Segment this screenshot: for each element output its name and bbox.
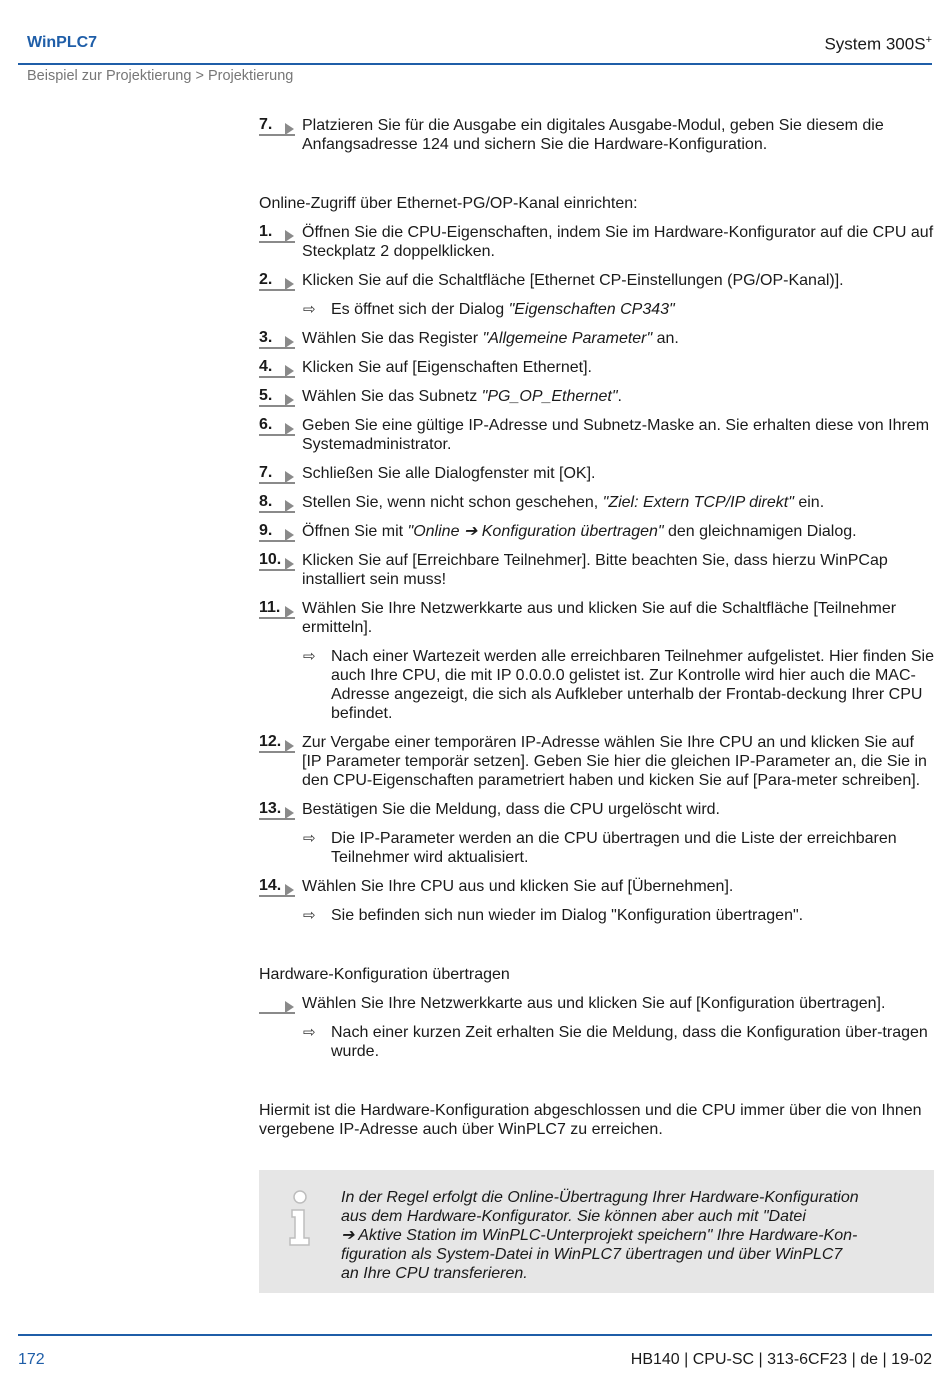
step-7 bbox=[259, 464, 934, 483]
info-note bbox=[259, 1170, 934, 1293]
step-number: 13. bbox=[259, 800, 295, 820]
step-number: 10. bbox=[259, 551, 295, 571]
note-line: aus dem Hardware-Konfigurator. Sie können aber auch mit "Datei bbox=[341, 1208, 806, 1225]
step-5 bbox=[259, 387, 934, 406]
step-text: Geben Sie eine gültige IP-Adresse und Subnetz-Maske an. Sie erhalten diese von Ihrem Systemadministrator. bbox=[302, 417, 930, 453]
step-text: Wählen Sie das Subnetz bbox=[302, 388, 482, 405]
page-number: 172 bbox=[18, 1351, 45, 1368]
step-arrow-icon bbox=[285, 394, 294, 406]
step-text-end: . bbox=[617, 388, 622, 405]
step-number: 9. bbox=[259, 522, 295, 542]
spacer bbox=[259, 164, 934, 194]
section-heading-2: Hardware-Konfiguration übertragen bbox=[259, 966, 510, 983]
note-line: an Ihre CPU transferieren. bbox=[341, 1265, 528, 1282]
system-title bbox=[824, 34, 932, 55]
step-arrow-icon bbox=[285, 278, 294, 290]
step-arrow-icon bbox=[285, 423, 294, 435]
note-line: In der Regel erfolgt die Online-Übertragung Ihrer Hardware-Konfiguration bbox=[341, 1189, 859, 1206]
step-text: Klicken Sie auf die Schaltfläche [Ethernet CP-Einstellungen (PG/OP-Kanal)]. bbox=[302, 272, 844, 289]
result-2 bbox=[259, 300, 934, 319]
step-emphasis: "Allgemeine Parameter" bbox=[482, 330, 653, 347]
header-divider bbox=[18, 63, 932, 65]
result-14 bbox=[259, 906, 934, 925]
result-text: Nach einer Wartezeit werden alle erreichbaren Teilnehmer aufgelistet. Hier finden Sie auch Ihre CPU, die mit IP 0.0.0.0 gelistet ist. Zur Kontrolle wird hier auch die MAC-Adresse angezeigt, die sich als Aufkleber unterhalb der Frontab-deckung Ihrer CPU befindet. bbox=[331, 648, 934, 722]
step-arrow-icon bbox=[285, 230, 294, 242]
step-number: 3. bbox=[259, 329, 295, 349]
step-text: Bestätigen Sie die Meldung, dass die CPU urgelöscht wird. bbox=[302, 801, 720, 818]
step-arrow-icon bbox=[285, 884, 294, 896]
step-3 bbox=[259, 329, 934, 348]
spacer bbox=[259, 1071, 934, 1101]
closing-paragraph: Hiermit ist die Hardware-Konfiguration abgeschlossen und die CPU immer über die von Ihnen vergebene IP-Adresse auch über WinPLC7 zu erreichen. bbox=[259, 1102, 922, 1138]
step-text: Klicken Sie auf [Eigenschaften Ethernet]. bbox=[302, 359, 592, 376]
step-text-end: ein. bbox=[793, 494, 825, 511]
step-text: Zur Vergabe einer temporären IP-Adresse wählen Sie Ihre CPU an und klicken Sie auf [IP Parameter temporär setzen]. Geben Sie hier die gleichen IP-Parameter an, die Sie in den CPU-Eigenschaften parametriert haben und kicken Sie auf [Para-meter schreiben]. bbox=[302, 734, 927, 789]
system-name: System 300S bbox=[824, 34, 926, 54]
step-number: 8. bbox=[259, 493, 295, 513]
result-13 bbox=[259, 829, 934, 867]
step-9 bbox=[259, 522, 934, 541]
step-arrow-icon bbox=[285, 558, 294, 570]
step-arrow-icon bbox=[285, 606, 294, 618]
result-11 bbox=[259, 647, 934, 723]
step-text: Öffnen Sie mit bbox=[302, 523, 408, 540]
step-8 bbox=[259, 493, 934, 512]
step-7-hw bbox=[259, 116, 934, 154]
main-content bbox=[259, 116, 934, 1149]
step-text: Stellen Sie, wenn nicht schon geschehen, bbox=[302, 494, 603, 511]
step-11 bbox=[259, 599, 934, 637]
result-arrow-icon: ⇨ bbox=[303, 648, 316, 665]
step-number: 2. bbox=[259, 271, 295, 291]
step-arrow-icon bbox=[285, 500, 294, 512]
step-2 bbox=[259, 271, 934, 290]
note-text bbox=[341, 1188, 911, 1283]
step-13 bbox=[259, 800, 934, 819]
spacer bbox=[259, 935, 934, 965]
step-number: 14. bbox=[259, 877, 295, 897]
result-text: Es öffnet sich der Dialog bbox=[331, 301, 509, 318]
step-arrow-icon bbox=[285, 471, 294, 483]
brand-title: WinPLC7 bbox=[27, 34, 98, 51]
breadcrumb: Beispiel zur Projektierung > Projektierung bbox=[27, 68, 294, 84]
result-hw-transfer bbox=[259, 1023, 934, 1061]
step-text: Wählen Sie Ihre Netzwerkkarte aus und klicken Sie auf die Schaltfläche [Teilnehmer ermitteln]. bbox=[302, 600, 897, 636]
result-arrow-icon: ⇨ bbox=[303, 907, 316, 924]
result-emphasis: "Eigenschaften CP343" bbox=[508, 301, 675, 318]
step-text: Wählen Sie Ihre CPU aus und klicken Sie auf [Übernehmen]. bbox=[302, 878, 734, 895]
step-hw-transfer bbox=[259, 994, 934, 1013]
step-text: Platzieren Sie für die Ausgabe ein digitales Ausgabe-Modul, geben Sie diesem die Anfangsadresse 124 und sichern Sie die Hardware-Konfiguration. bbox=[302, 117, 884, 153]
step-text: Wählen Sie das Register bbox=[302, 330, 483, 347]
step-number: 4. bbox=[259, 358, 295, 378]
step-text-end: den gleichnamigen Dialog. bbox=[663, 523, 857, 540]
result-arrow-icon: ⇨ bbox=[303, 830, 316, 847]
result-arrow-icon: ⇨ bbox=[303, 1024, 316, 1041]
step-emphasis: "Online ➔ Konfiguration übertragen" bbox=[407, 523, 664, 540]
step-14 bbox=[259, 877, 934, 896]
footer-divider bbox=[18, 1334, 932, 1336]
step-number: 11. bbox=[259, 599, 295, 619]
step-text-end: an. bbox=[652, 330, 679, 347]
step-arrow-icon bbox=[285, 365, 294, 377]
document-id: HB140 | CPU-SC | 313-6CF23 | de | 19-02 bbox=[630, 1351, 932, 1368]
step-number: 12. bbox=[259, 733, 295, 753]
step-number: 6. bbox=[259, 416, 295, 436]
result-text: Sie befinden sich nun wieder im Dialog "Konfiguration übertragen". bbox=[331, 907, 804, 924]
step-number: 5. bbox=[259, 387, 295, 407]
result-text: Nach einer kurzen Zeit erhalten Sie die Meldung, dass die Konfiguration über-tragen wurde. bbox=[331, 1024, 928, 1060]
step-arrow-icon bbox=[285, 807, 294, 819]
result-arrow-icon: ⇨ bbox=[303, 301, 316, 318]
step-10 bbox=[259, 551, 934, 589]
step-arrow-icon bbox=[285, 123, 294, 135]
section-heading: Online-Zugriff über Ethernet-PG/OP-Kanal einrichten: bbox=[259, 195, 638, 212]
step-number: 7. bbox=[259, 464, 295, 484]
step-text: Klicken Sie auf [Erreichbare Teilnehmer]. Bitte beachten Sie, dass hierzu WinPCap installiert sein muss! bbox=[302, 552, 888, 588]
result-text: Die IP-Parameter werden an die CPU übertragen und die Liste der erreichbaren Teilnehmer wird aktualisiert. bbox=[331, 830, 897, 866]
step-text: Öffnen Sie die CPU-Eigenschaften, indem Sie im Hardware-Konfigurator auf die CPU auf Steckplatz 2 doppelklicken. bbox=[302, 224, 934, 260]
step-arrow-icon bbox=[285, 336, 294, 348]
step-1 bbox=[259, 223, 934, 261]
info-icon bbox=[286, 1190, 314, 1248]
step-emphasis: "PG_OP_Ethernet" bbox=[481, 388, 618, 405]
step-6 bbox=[259, 416, 934, 454]
step-arrow-icon bbox=[285, 529, 294, 541]
note-line: ➔ Aktive Station im WinPLC-Unterprojekt speichern" Ihre Hardware-Kon- bbox=[341, 1227, 858, 1244]
note-line: figuration als System-Datei in WinPLC7 übertragen und über WinPLC7 bbox=[341, 1246, 843, 1263]
step-number: 7. bbox=[259, 116, 295, 136]
step-4 bbox=[259, 358, 934, 377]
step-text: Wählen Sie Ihre Netzwerkkarte aus und klicken Sie auf [Konfiguration übertragen]. bbox=[302, 995, 886, 1012]
step-number: 1. bbox=[259, 223, 295, 243]
step-emphasis: "Ziel: Extern TCP/IP direkt" bbox=[602, 494, 794, 511]
step-text: Schließen Sie alle Dialogfenster mit [OK]. bbox=[302, 465, 596, 482]
step-arrow-icon bbox=[285, 1001, 294, 1013]
step-arrow-icon bbox=[285, 740, 294, 752]
system-sup: + bbox=[925, 34, 932, 46]
step-12 bbox=[259, 733, 934, 790]
